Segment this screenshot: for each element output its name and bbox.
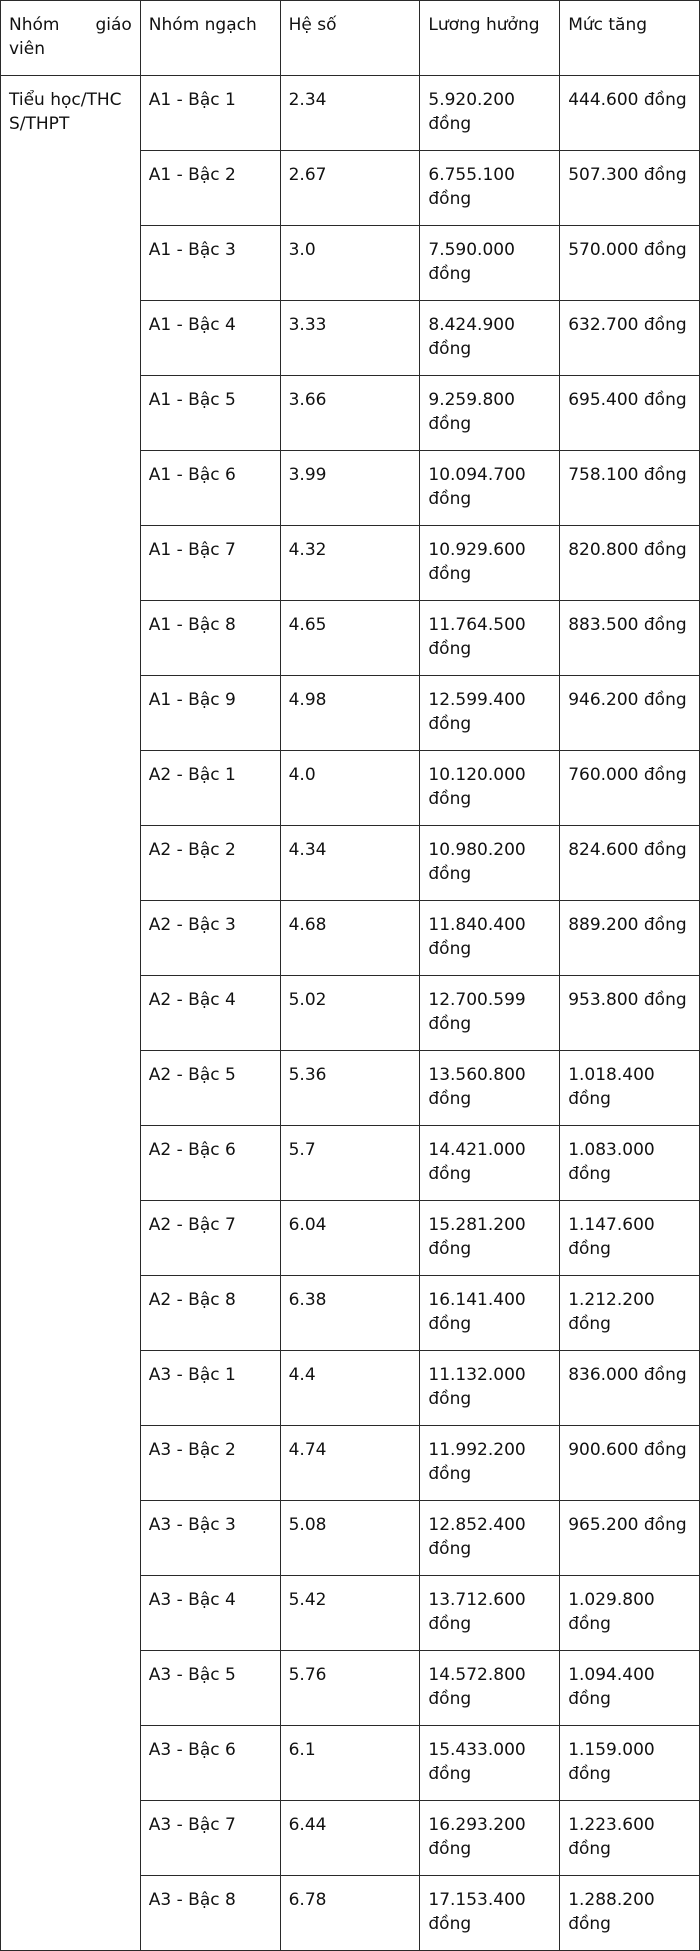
increase-cell: 570.000 đồng <box>560 226 700 301</box>
increase-cell: 889.200 đồng <box>560 901 700 976</box>
increase-cell: 632.700 đồng <box>560 301 700 376</box>
salary-cell: 10.980.200 đồng <box>420 826 560 901</box>
coefficient-cell: 5.7 <box>280 1126 420 1201</box>
coefficient-cell: 6.38 <box>280 1276 420 1351</box>
increase-cell: 1.029.800 đồng <box>560 1576 700 1651</box>
coefficient-cell: 3.33 <box>280 301 420 376</box>
rank-cell: A2 - Bậc 3 <box>140 901 280 976</box>
coefficient-cell: 4.32 <box>280 526 420 601</box>
coefficient-cell: 5.02 <box>280 976 420 1051</box>
header-coefficient: Hệ số <box>280 1 420 76</box>
header-row <box>1 1 700 76</box>
coefficient-cell: 3.66 <box>280 376 420 451</box>
salary-cell: 12.599.400 đồng <box>420 676 560 751</box>
salary-cell: 11.992.200 đồng <box>420 1426 560 1501</box>
rank-cell: A3 - Bậc 5 <box>140 1651 280 1726</box>
coefficient-cell: 4.0 <box>280 751 420 826</box>
coefficient-cell: 2.34 <box>280 76 420 151</box>
increase-cell: 900.600 đồng <box>560 1426 700 1501</box>
rank-cell: A2 - Bậc 4 <box>140 976 280 1051</box>
coefficient-cell: 4.65 <box>280 601 420 676</box>
coefficient-cell: 3.0 <box>280 226 420 301</box>
increase-cell: 836.000 đồng <box>560 1351 700 1426</box>
coefficient-cell: 6.1 <box>280 1726 420 1801</box>
salary-cell: 16.293.200 đồng <box>420 1801 560 1876</box>
increase-cell: 1.212.200 đồng <box>560 1276 700 1351</box>
salary-cell: 10.929.600 đồng <box>420 526 560 601</box>
rank-cell: A2 - Bậc 5 <box>140 1051 280 1126</box>
coefficient-cell: 6.04 <box>280 1201 420 1276</box>
table-header <box>1 1 700 76</box>
rank-cell: A2 - Bậc 6 <box>140 1126 280 1201</box>
coefficient-cell: 5.36 <box>280 1051 420 1126</box>
header-increase: Mức tăng <box>560 1 700 76</box>
salary-cell: 12.852.400 đồng <box>420 1501 560 1576</box>
header-salary: Lương hưởng <box>420 1 560 76</box>
coefficient-cell: 2.67 <box>280 151 420 226</box>
increase-cell: 758.100 đồng <box>560 451 700 526</box>
salary-cell: 13.560.800 đồng <box>420 1051 560 1126</box>
coefficient-cell: 3.99 <box>280 451 420 526</box>
rank-cell: A2 - Bậc 8 <box>140 1276 280 1351</box>
salary-cell: 10.120.000 đồng <box>420 751 560 826</box>
salary-cell: 7.590.000 đồng <box>420 226 560 301</box>
salary-cell: 10.094.700 đồng <box>420 451 560 526</box>
increase-cell: 1.083.000 đồng <box>560 1126 700 1201</box>
coefficient-cell: 6.44 <box>280 1801 420 1876</box>
salary-cell: 5.920.200 đồng <box>420 76 560 151</box>
rank-cell: A1 - Bậc 6 <box>140 451 280 526</box>
salary-cell: 17.153.400 đồng <box>420 1876 560 1951</box>
rank-cell: A3 - Bậc 3 <box>140 1501 280 1576</box>
coefficient-cell: 4.98 <box>280 676 420 751</box>
header-rank-group: Nhóm ngạch <box>140 1 280 76</box>
salary-cell: 15.281.200 đồng <box>420 1201 560 1276</box>
header-teacher-group: Nhóm giáo viên <box>1 1 141 76</box>
coefficient-cell: 5.08 <box>280 1501 420 1576</box>
coefficient-cell: 5.42 <box>280 1576 420 1651</box>
salary-cell: 11.764.500 đồng <box>420 601 560 676</box>
coefficient-cell: 4.34 <box>280 826 420 901</box>
rank-cell: A3 - Bậc 2 <box>140 1426 280 1501</box>
coefficient-cell: 6.78 <box>280 1876 420 1951</box>
salary-cell: 11.132.000 đồng <box>420 1351 560 1426</box>
teacher-group-cell: Tiểu học/THCS/THPT <box>1 76 141 1951</box>
rank-cell: A3 - Bậc 6 <box>140 1726 280 1801</box>
salary-cell: 12.700.599 đồng <box>420 976 560 1051</box>
salary-cell: 15.433.000 đồng <box>420 1726 560 1801</box>
coefficient-cell: 5.76 <box>280 1651 420 1726</box>
rank-cell: A2 - Bậc 7 <box>140 1201 280 1276</box>
rank-cell: A1 - Bậc 1 <box>140 76 280 151</box>
coefficient-cell: 4.4 <box>280 1351 420 1426</box>
increase-cell: 883.500 đồng <box>560 601 700 676</box>
increase-cell: 760.000 đồng <box>560 751 700 826</box>
salary-cell: 13.712.600 đồng <box>420 1576 560 1651</box>
increase-cell: 695.400 đồng <box>560 376 700 451</box>
increase-cell: 820.800 đồng <box>560 526 700 601</box>
increase-cell: 824.600 đồng <box>560 826 700 901</box>
increase-cell: 507.300 đồng <box>560 151 700 226</box>
salary-cell: 14.421.000 đồng <box>420 1126 560 1201</box>
increase-cell: 946.200 đồng <box>560 676 700 751</box>
rank-cell: A3 - Bậc 7 <box>140 1801 280 1876</box>
table-row <box>1 76 700 151</box>
increase-cell: 1.159.000 đồng <box>560 1726 700 1801</box>
rank-cell: A1 - Bậc 8 <box>140 601 280 676</box>
salary-cell: 14.572.800 đồng <box>420 1651 560 1726</box>
rank-cell: A1 - Bậc 2 <box>140 151 280 226</box>
rank-cell: A1 - Bậc 3 <box>140 226 280 301</box>
increase-cell: 444.600 đồng <box>560 76 700 151</box>
increase-cell: 953.800 đồng <box>560 976 700 1051</box>
rank-cell: A2 - Bậc 1 <box>140 751 280 826</box>
rank-cell: A1 - Bậc 4 <box>140 301 280 376</box>
increase-cell: 1.147.600 đồng <box>560 1201 700 1276</box>
coefficient-cell: 4.68 <box>280 901 420 976</box>
salary-cell: 6.755.100 đồng <box>420 151 560 226</box>
salary-cell: 16.141.400 đồng <box>420 1276 560 1351</box>
salary-cell: 11.840.400 đồng <box>420 901 560 976</box>
rank-cell: A1 - Bậc 7 <box>140 526 280 601</box>
increase-cell: 1.018.400 đồng <box>560 1051 700 1126</box>
increase-cell: 1.094.400 đồng <box>560 1651 700 1726</box>
rank-cell: A3 - Bậc 4 <box>140 1576 280 1651</box>
increase-cell: 1.288.200 đồng <box>560 1876 700 1951</box>
increase-cell: 965.200 đồng <box>560 1501 700 1576</box>
rank-cell: A3 - Bậc 8 <box>140 1876 280 1951</box>
salary-cell: 8.424.900 đồng <box>420 301 560 376</box>
rank-cell: A1 - Bậc 9 <box>140 676 280 751</box>
table-body <box>1 76 700 1951</box>
rank-cell: A3 - Bậc 1 <box>140 1351 280 1426</box>
increase-cell: 1.223.600 đồng <box>560 1801 700 1876</box>
salary-cell: 9.259.800 đồng <box>420 376 560 451</box>
rank-cell: A2 - Bậc 2 <box>140 826 280 901</box>
coefficient-cell: 4.74 <box>280 1426 420 1501</box>
rank-cell: A1 - Bậc 5 <box>140 376 280 451</box>
